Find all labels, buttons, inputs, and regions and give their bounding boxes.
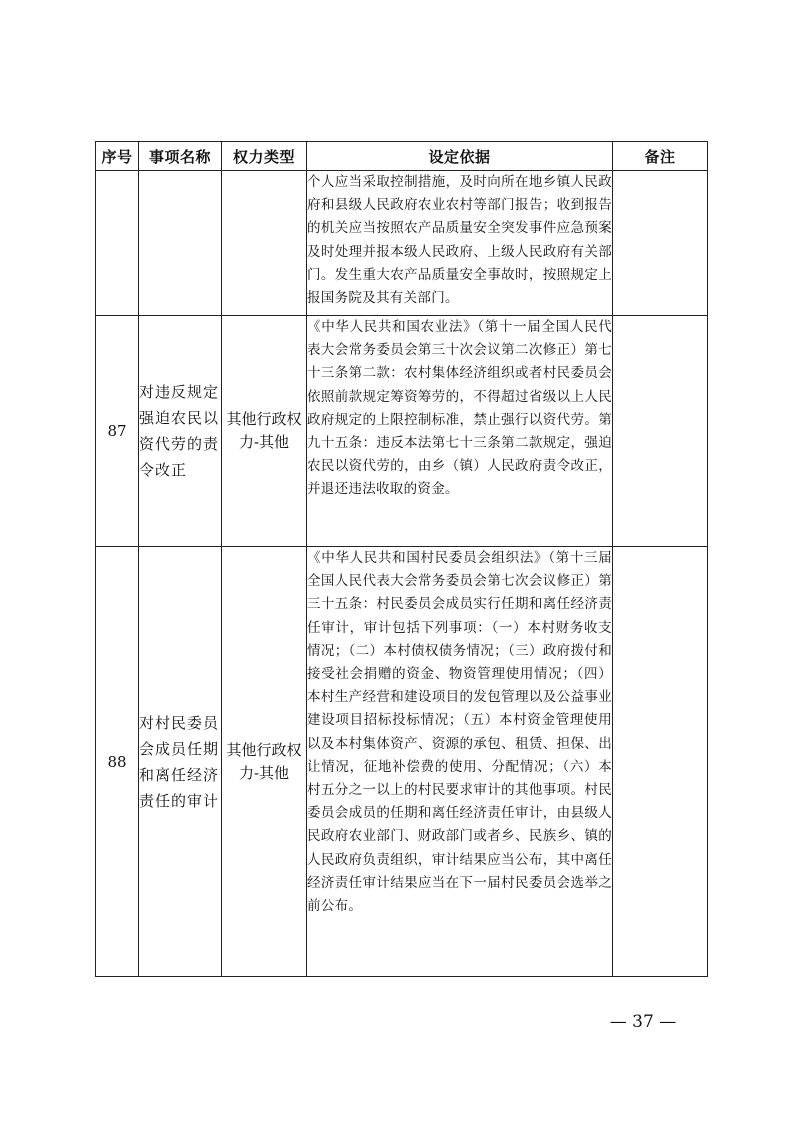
row-name: 对村民委员会成员任期和离任经济责任的审计: [139, 547, 222, 977]
row-name: [139, 171, 222, 316]
table-row: [96, 547, 708, 977]
header-type: 权力类型: [222, 142, 307, 171]
page-number: — 37 —: [609, 1012, 677, 1032]
row-note: [613, 171, 708, 316]
row-note: [613, 547, 708, 977]
header-seq: 序号: [96, 142, 139, 171]
header-note: 备注: [613, 142, 708, 171]
row-basis: 《中华人民共和国农业法》（第十一届全国人民代表大会常务委员会第三十次会议第二次修正）第七十三条第二款：农村集体经济组织或者村民委员会依照前款规定筹资筹劳的，不得超过省级以上人民政府规定的上限控制标准，禁止强行以资代劳。第九十五条：违反本法第七十三条第二款规定，强迫农民以资代劳的，由乡（镇）人民政府责令改正，并退还违法收取的资金。: [307, 316, 613, 547]
row-basis: 《中华人民共和国村民委员会组织法》（第十三届全国人民代表大会常务委员会第七次会议修正）第三十五条：村民委员会成员实行任期和离任经济责任审计，审计包括下列事项：（一）本村财务收支情况；（二）本村债权债务情况；（三）政府拨付和接受社会捐赠的资金、物资管理使用情况；（四）本村生产经营和建设项目的发包管理以及公益事业建设项目招标投标情况；（五）本村资金管理使用以及本村集体资产、资源的承包、租赁、担保、出让情况，征地补偿费的使用、分配情况；（六）本村五分之一以上的村民要求审计的其他事项。村民委员会成员的任期和离任经济责任审计，由县级人民政府农业部门、财政部门或者乡、民族乡、镇的人民政府负责组织，审计结果应当公布，其中离任经济责任审计结果应当在下一届村民委员会选举之前公布。: [307, 547, 613, 977]
header-basis: 设定依据: [307, 142, 613, 171]
row-name: 对违反规定强迫农民以资代劳的责令改正: [139, 316, 222, 547]
header-row: [96, 142, 708, 171]
header-name: 事项名称: [139, 142, 222, 171]
row-seq: [96, 171, 139, 316]
row-note: [613, 316, 708, 547]
row-seq: 87: [96, 316, 139, 547]
row-type: 其他行政权力-其他: [222, 316, 307, 547]
row-seq: 88: [96, 547, 139, 977]
power-list-table: [95, 141, 708, 977]
row-type: [222, 171, 307, 316]
row-type: 其他行政权力-其他: [222, 547, 307, 977]
row-basis: 个人应当采取控制措施，及时向所在地乡镇人民政府和县级人民政府农业农村等部门报告；收到报告的机关应当按照农产品质量安全突发事件应急预案及时处理并报本级人民政府、上级人民政府有关部门。发生重大农产品质量安全事故时，按照规定上报国务院及其有关部门。: [307, 171, 613, 316]
table-row: [96, 316, 708, 547]
table-row: [96, 171, 708, 316]
